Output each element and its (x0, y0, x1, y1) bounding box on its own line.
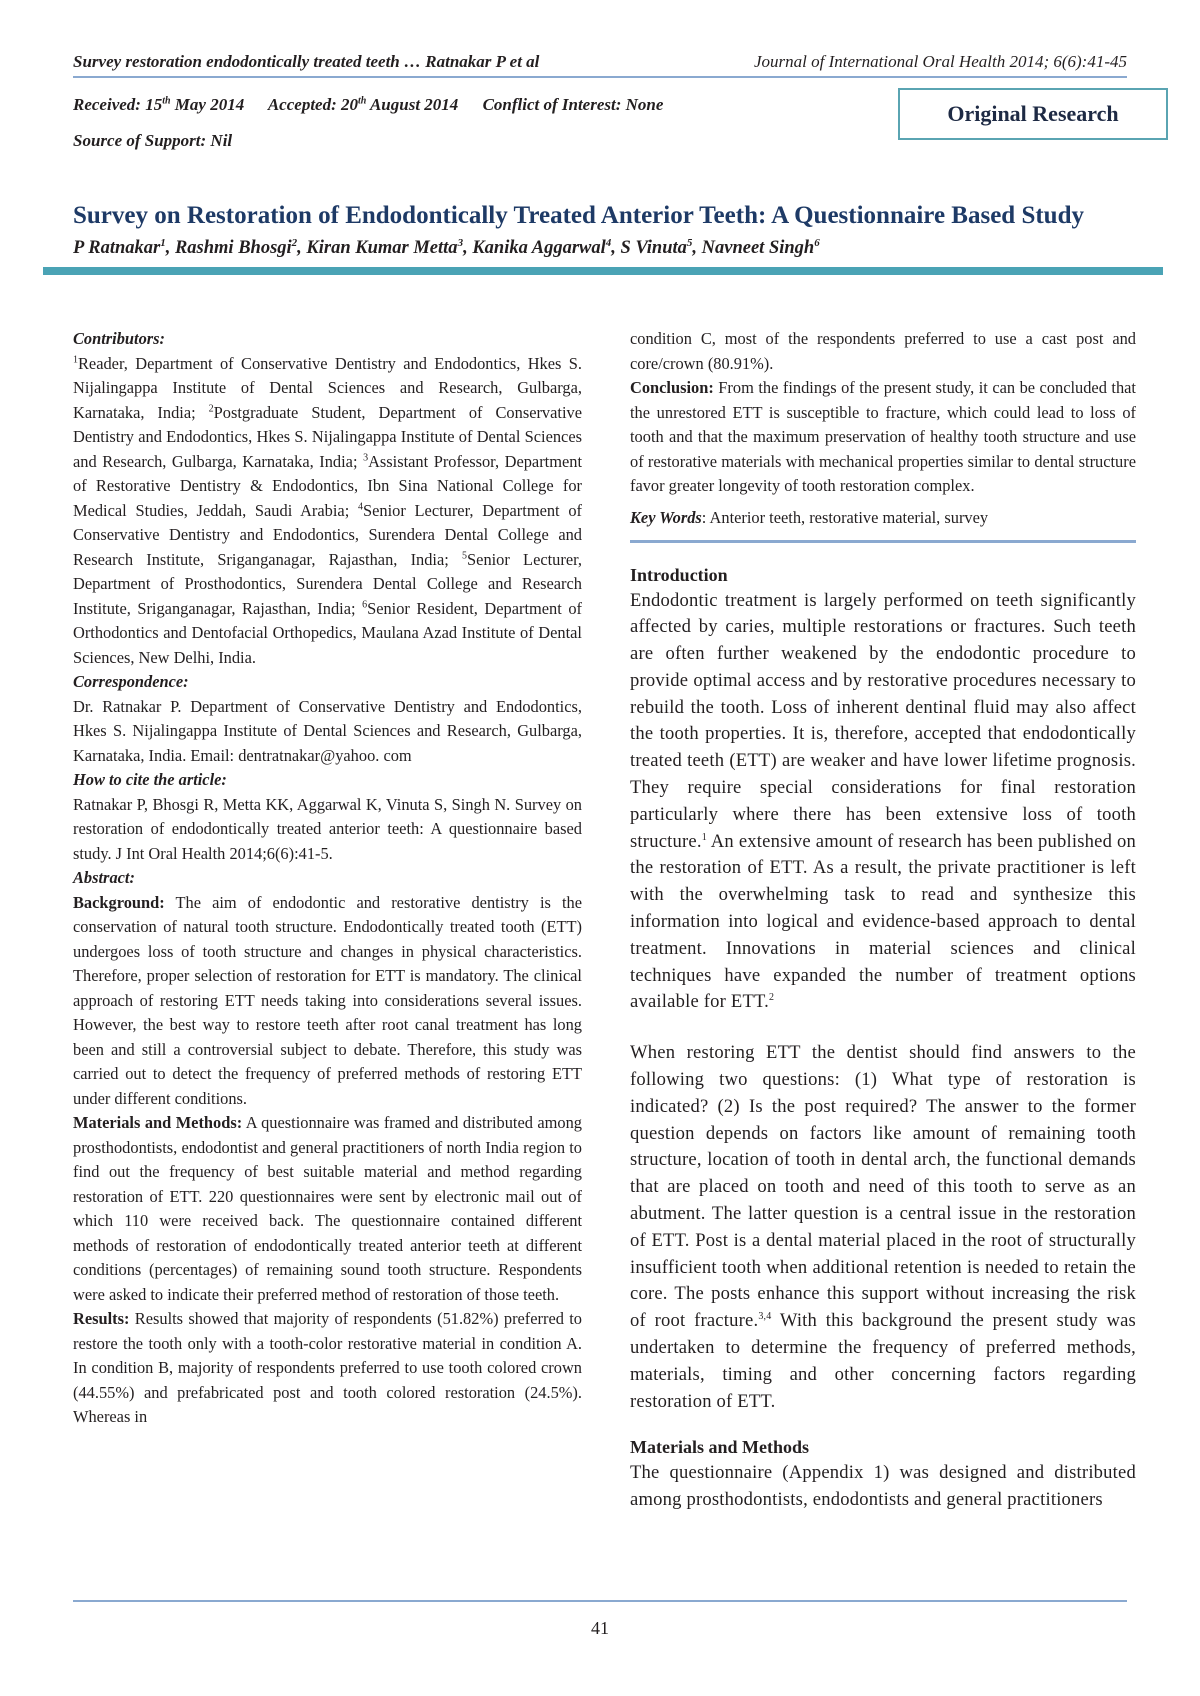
methods-heading: Materials and Methods (630, 1437, 809, 1458)
abstract-results-continued: condition C, most of the respondents preferred to use a cast post and core/crown (80.91%). (630, 329, 1136, 373)
journal-citation: Journal of International Oral Health 2014; 6(6):41-45 (753, 52, 1127, 71)
abstract-methods: Materials and Methods: A questionnaire was framed and distributed among prosthodontists, endodontist and general practitioners of north India region to find out the frequency of best suitable material and method regarding restoration of ETT. 220 questionnaires were sent by electronic mail out of which 110 were received back. The questionnaire contained different methods of restoration of endodontically treated anterior teeth at different conditions (percentages) of remaining sound tooth structure. Respondents were asked to indicate their preferred method of restoration of those teeth. (73, 1113, 582, 1304)
title-divider-bar (43, 267, 1163, 275)
accepted-date: Accepted: 20th August 2014 (267, 95, 459, 114)
methods-paragraph: The questionnaire (Appendix 1) was designed and distributed among prosthodontists, endodontists and general practitioners (630, 1461, 1136, 1510)
contributors-heading: Contributors: (73, 329, 166, 348)
introduction-paragraph: Endodontic treatment is largely performed on teeth significantly affected by caries, multiple restorations or fractures. Such teeth are often further weakened by the endodontic procedure to provide optimal access and by restorative procedures necessary to rebuild the tooth. Loss of inherent dentinal fluid may also affect the tooth properties. It is, therefore, accepted that endodontically treated teeth (ETT) are weaker and have lower lifetime prognosis. They require special considerations for final restoration particularly where there has been extensive loss of tooth structure.$^1$ An extensive amount of research has been published on the restoration of ETT. As a result, the private practitioner is left with the overwhelming task to read and synthesize this information into logical and evidence-based approach to dental treatment. Innovations in material sciences and clinical techniques have expanded the number of treatment options available for ETT.$^2$ (630, 589, 1136, 1013)
abstract-heading: Abstract: (73, 868, 135, 887)
header-divider (73, 76, 1127, 78)
footer-divider (73, 1600, 1127, 1602)
keywords: Key Words: Anterior teeth, restorative material, survey (630, 507, 989, 527)
article-dates (73, 95, 683, 115)
abstract-results: Results: Results showed that majority of respondents (51.82%) preferred to restore the tooth only with a tooth-color restorative material in condition A. In condition B, majority of respondents preferred to use tooth colored crown (44.55%) and prefabricated post and tooth colored restoration (24.5%). Whereas in (73, 1309, 582, 1426)
author: Kanika Aggarwal$^4$, (472, 237, 621, 259)
author: S Vinuta$^5$, (620, 237, 702, 259)
conflict-of-interest: Conflict of Interest: None (482, 95, 664, 114)
citation-text: Ratnakar P, Bhosgi R, Metta KK, Aggarwal K, Vinuta S, Singh N. Survey on restoration of endodontically treated anterior teeth: A questionnaire based study. J Int Oral Health 2014;6(6):41-5. (73, 794, 582, 863)
keywords-divider (630, 540, 1136, 543)
citation-heading: How to cite the article: (73, 770, 227, 789)
correspondence-text: Dr. Ratnakar P. Department of Conservative Dentistry and Endodontics, Hkes S. Nijalingappa Institute of Dental Sciences and Research, Gulbarga, Karnataka, India. Email: dentratnakar@yahoo. com (73, 696, 582, 765)
article-title: Survey on Restoration of Endodontically Treated Anterior Teeth: A Questionnaire Based Study (73, 202, 1084, 229)
author: P Ratnakar$^1$, (73, 237, 175, 259)
received-date: Received: 15th May 2014 (73, 95, 245, 114)
source-of-support: Source of Support: Nil (73, 131, 233, 150)
contributors-text: $^1$Reader, Department of Conservative Dentistry and Endodontics, Hkes S. Nijalingappa Institute of Dental Sciences and Research, Gulbarga, Karnataka, India; $^2$Postgraduate Student, Department of Conservative Dentistry and Endodontics, Hkes S. Nijalingappa Institute of Dental Sciences and Research, Gulbarga, Karnataka, India; $^3$Assistant Professor, Department of Restorative Dentistry & Endodontics, Ibn Sina National College for Medical Studies, Jeddah, Saudi Arabia; $^4$Senior Lecturer, Department of Conservative Dentistry and Endodontics, Surendera Dental College and Research Institute, Sriganganagar, Rajasthan, India; $^5$Senior Lecturer, Department of Prosthodontics, Surendera Dental College and Research Institute, Sriganganagar, Rajasthan, India; $^6$Senior Resident, Department of Orthodontics and Dentofacial Orthopedics, Maulana Azad Institute of Dental Sciences, New Delhi, India. (73, 353, 583, 667)
author: Kiran Kumar Metta$^3$, (306, 237, 473, 259)
article-type-badge: Original Research (898, 88, 1168, 140)
author-list (73, 237, 1153, 259)
right-column (630, 327, 1136, 1514)
running-title: Survey restoration endodontically treated teeth … Ratnakar P et al (73, 52, 540, 71)
introduction-paragraph: When restoring ETT the dentist should find answers to the following two questions: (1) What type of restoration is indicated? (2) Is the post required? The answer to the former question depends on factors like amount of remaining tooth structure, location of tooth in dental arch, the functional demands that are placed on tooth and need of this tooth to serve as an abutment. The latter question is a central issue in the restoration of ETT. Post is a dental material placed in the root of structurally insufficient tooth when additional retention is needed to retain the core. The posts enhance this support without increasing the risk of root fracture.$^{3,4}$ With this background the present study was undertaken to determine the frequency of preferred methods, materials, timing and other concerning factors regarding restoration of ETT. (630, 1042, 1136, 1412)
abstract-conclusion: Conclusion: From the findings of the present study, it can be concluded that the unrestored ETT is susceptible to fracture, which could lead to loss of tooth and that the maximum preservation of healthy tooth structure and use of restorative materials with mechanical properties similar to dental structure favor greater longevity of tooth restoration complex. (630, 378, 1136, 495)
author: Navneet Singh$^6$ (701, 237, 820, 259)
abstract-background: Background: The aim of endodontic and restorative dentistry is the conservation of natural tooth structure. Endodontically treated tooth (ETT) undergoes loss of tooth structure and changes in physical characteristics. Therefore, proper selection of restoration for ETT is mandatory. The clinical approach of restoring ETT needs taking into considerations several issues. However, the best way to restore teeth after root canal treatment has long been and still a controversial subject to debate. Therefore, this study was carried out to detect the frequency of preferred methods of restoring ETT under different conditions. (73, 892, 582, 1108)
author: Rashmi Bhosgi$^2$, (174, 237, 307, 259)
correspondence-heading: Correspondence: (73, 672, 189, 691)
page-number: 41 (591, 1618, 609, 1638)
left-column (73, 327, 582, 1430)
introduction-heading: Introduction (630, 565, 728, 585)
